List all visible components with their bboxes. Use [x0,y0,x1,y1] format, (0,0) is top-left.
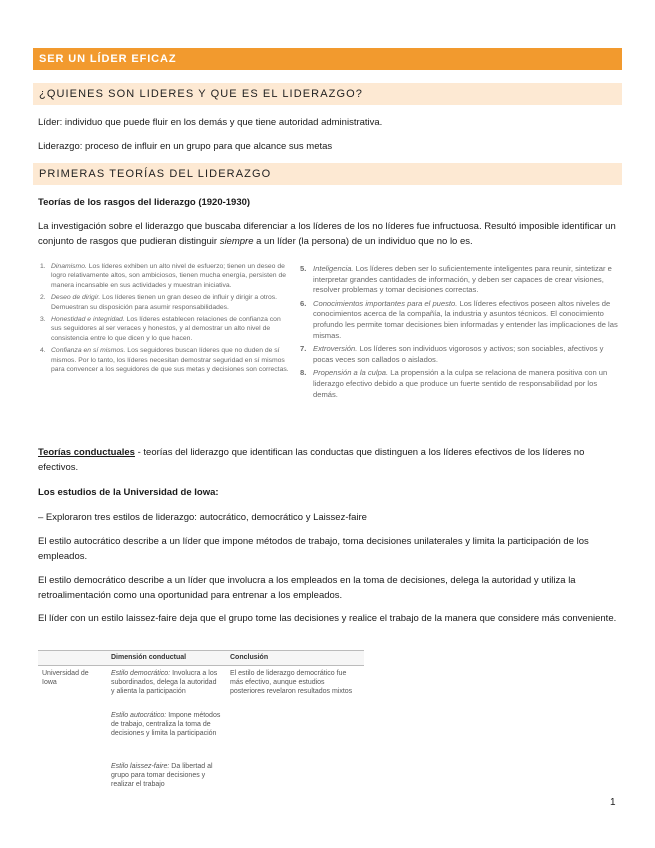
trait-item [40,293,290,312]
autocratic-paragraph: El estilo autocrático describe a un líder que impone métodos de trabajo, toma decisiones unilaterales y limita la participación de los empleados. [38,536,589,562]
trait-text-before: La investigación sobre el liderazgo que buscaba diferenciar a los líderes de los no líderes fue infructuosa. Resultó imposible identificar un conjunto de rasgos que pudieran distinguir [38,221,616,247]
table-row-label: Universidad de Iowa [42,670,89,686]
trait-item [300,299,618,341]
trait-description: Los seguidores buscan líderes que no duden de sí mismos. Por lo tanto, los líderes necesitan demostrar seguridad en sí mismos para convencer a los seguidores de que sus metas y decisiones son correctas. [51,347,289,374]
style-text: Impone métodos de trabajo, centraliza la toma de decisiones y limita la participación [111,712,221,737]
trait-number: 8. [300,368,307,378]
trait-term: Honestidad e integridad. [51,316,125,324]
page-title: SER UN LÍDER EFICAZ [33,48,622,70]
laissez-faire-paragraph: El líder con un estilo laissez-faire deja que el grupo tome las decisiones y realice el trabajo de la manera que considere más conveniente. [38,613,617,624]
definition-lider: Líder: individuo que puede fluir en los demás y que tiene autoridad administrativa. [38,117,383,128]
trait-item [300,344,618,365]
trait-number: 1. [40,263,46,270]
trait-number: 5. [300,264,307,273]
behavioral-theories-text: - teorías del liderazgo que identifican las conductas que distinguen a los líderes efectivos de los líderes no efectivos. [38,447,585,473]
behavioral-theories-term: Teorías conductuales [38,447,135,458]
trait-description: La propensión a la culpa se relaciona de manera positiva con un liderazgo efectivo debido a que produce un fuerte sentido de responsabilidad por los demás. [313,368,608,399]
trait-number: 6. [300,298,307,308]
style-term: Estilo democrático: [111,670,171,677]
trait-description: Los líderes deben ser lo suficientemente inteligentes para reunir, sintetizar e interpretar grandes cantidades de información, y deben ser capaces de crear visiones, resolver problemas y tomar decisiones correctas. [313,264,612,295]
trait-description: Los líderes efectivos poseen altos niveles de conocimientos acerca de la compañía, la industria y asuntos técnicos. El conocimiento profundo les permite tomar decisiones bien informadas y entender las implicaciones de las mismas. [313,298,618,340]
trait-description: Los líderes exhiben un alto nivel de esfuerzo; tienen un deseo de logro relativamente altos, son ambiciosos, tienen mucha energía, persisten de manera incansable en sus actividades y muestran iniciativa. [51,263,287,289]
trait-item [300,264,618,296]
trait-item [40,262,290,290]
iowa-heading: Los estudios de la Universidad de Iowa: [38,487,219,498]
democratic-paragraph: El estilo democrático describe a un líder que involucra a los empleados en la toma de decisiones, delega la autoridad y utiliza la retroalimentación como una oportunidad para entrenar a los empleados. [38,575,576,601]
trait-term: Extroversión. [313,344,358,354]
section-heading-leaders: ¿QUIENES SON LIDERES Y QUE ES EL LIDERAZGO? [33,83,622,105]
trait-theory-heading: Teorías de los rasgos del liderazgo (1920-1930) [38,197,251,208]
trait-item [300,368,618,400]
iowa-bullet: – Exploraron tres estilos de liderazgo: autocrático, democrático y Laissez-faire [38,512,367,523]
table-header-row [38,650,364,666]
trait-item [40,346,290,374]
trait-number: 7. [300,344,307,354]
trait-term: Inteligencia. [313,264,354,273]
table-cell-style [111,762,221,789]
trait-theory-paragraph [38,219,618,249]
iowa-studies-table [38,650,364,788]
table-header-dimension: Dimensión conductual [111,654,187,661]
section-heading-theories: PRIMERAS TEORÍAS DEL LIDERAZGO [33,163,622,185]
definition-liderazgo: Liderazgo: proceso de influir en un grupo para que alcance sus metas [38,141,333,152]
table-cell-conclusion: El estilo de liderazgo democrático fue más efectivo, aunque estudios posteriores revelaron resultados mixtos [230,670,353,695]
traits-list-right [300,264,618,403]
table-cell-style [111,669,221,696]
trait-term: Confianza en sí mismos. [51,347,126,355]
table-cell-style [111,711,221,738]
trait-item [40,315,290,343]
trait-number: 2. [40,294,46,302]
trait-term: Deseo de dirigir. [51,294,101,302]
trait-term: Dinamismo. [51,263,87,270]
style-term: Estilo laissez-faire: [111,763,170,770]
trait-description: Los líderes tienen un gran deseo de influir y dirigir a otros. Demuestran su disposición para asumir responsabilidades. [51,294,278,311]
style-term: Estilo autocrático: [111,712,167,719]
trait-number: 4. [40,347,46,355]
trait-term: Conocimientos importantes para el puesto. [313,298,458,308]
style-text: Da libertad al grupo para tomar decisiones y realizar el trabajo [111,763,213,788]
trait-number: 3. [40,316,46,324]
traits-list-left [40,262,290,377]
table-header-conclusion: Conclusión [230,654,269,661]
page-number: 1 [610,797,616,808]
trait-description: Los líderes establecen relaciones de confianza con sus seguidores al ser veraces y honestos, y al demostrar un alto nivel de consistencia entre lo que dicen y lo que hacen. [51,316,281,342]
trait-description: Los líderes son individuos vigorosos y activos; son sociables, afectivos y pocas veces son callados o aislados. [313,344,604,364]
style-text: Involucra a los subordinados, delega la autoridad y alienta la participación [111,670,218,695]
trait-text-emphasis: siempre [219,236,254,247]
trait-text-after: a un líder (la persona) de un individuo que no lo es. [253,236,473,247]
behavioral-theories-paragraph [38,445,618,475]
trait-term: Propensión a la culpa. [313,368,389,378]
